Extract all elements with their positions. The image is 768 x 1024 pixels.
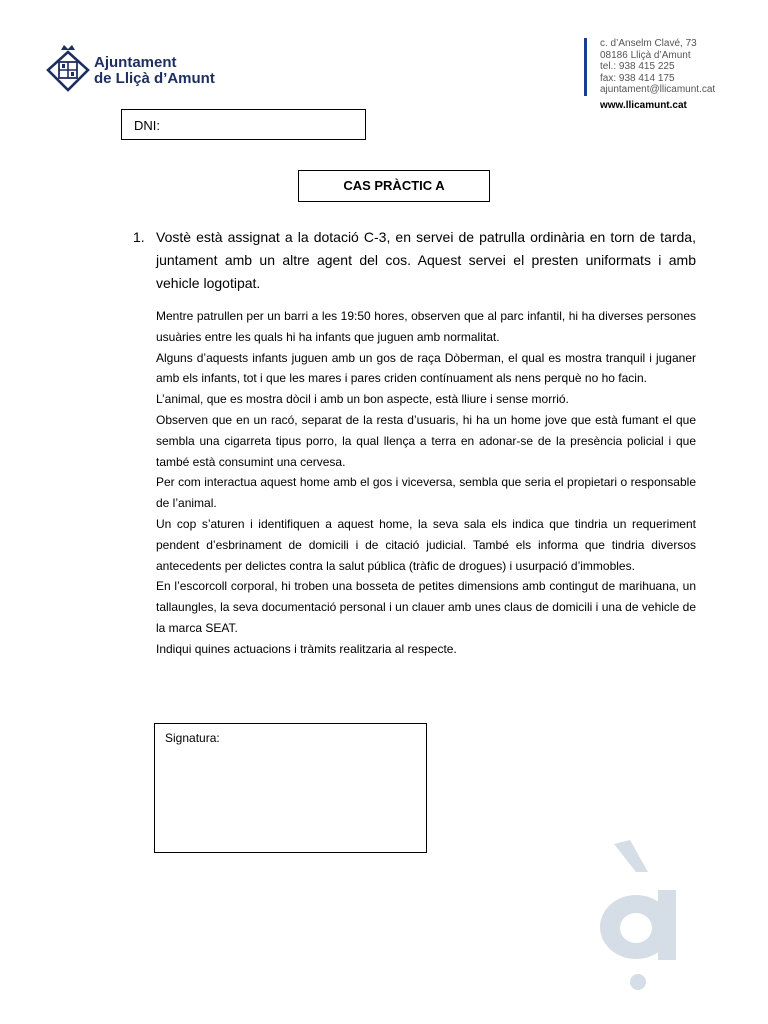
dni-label: DNI: (134, 118, 160, 133)
case-paragraph: Observen que en un racó, separat de la resta d’usuaris, hi ha un home jove que està fumant el que sembla una cigarreta tipus porro, la qual llença a terra en adonar-se de la presència policial i que també està consumint una cervesa. (156, 412, 696, 469)
question-number: 1. (133, 229, 145, 245)
a-grave-watermark-icon (586, 832, 698, 992)
page-title: CAS PRÀCTIC A (298, 170, 490, 202)
contact-email: ajuntament@llicamunt.cat (600, 84, 716, 95)
coat-of-arms-icon (46, 42, 90, 94)
contact-fax: fax: 938 414 175 (600, 72, 675, 84)
contact-divider (584, 38, 587, 96)
contact-address: c. d’Anselm Clavé, 73 (600, 38, 697, 49)
case-paragraph: L’animal, que es mostra dòcil i amb un bon aspecte, està lliure i sense morrió. (156, 392, 569, 407)
case-paragraph: Indiqui quines actuacions i tràmits realitzaria al respecte. (156, 641, 457, 656)
case-paragraph: Mentre patrullen per un barri a les 19:50 hores, observen que al parc infantil, hi ha diverses persones usuàries entre les quals hi ha infants que juguen amb normalitat. (156, 309, 696, 344)
signature-label: Signatura: (165, 731, 220, 745)
case-paragraph: Per com interactua aquest home amb el gos i viceversa, sembla que seria el propietari o responsable de l’animal. (156, 475, 696, 511)
logo-line-2: de Lliçà d’Amunt (94, 70, 215, 87)
case-paragraph: Alguns d’aquests infants juguen amb un gos de raça Dòberman, el qual es mostra tranquil i juganer amb els infants, tot i que les mares i pares criden contínuament als nens perquè no ho facin. (156, 350, 696, 386)
contact-city: 08186 Lliçà d’Amunt (600, 49, 691, 61)
question-text: Vostè està assignat a la dotació C-3, en servei de patrulla ordinària en torn de tarda, juntament amb un altre agent del cos. Aquest servei el presten uniformats i amb vehicle logotipat. (156, 229, 696, 291)
contact-web: www.llicamunt.cat (600, 99, 687, 111)
signature-box[interactable] (154, 723, 427, 853)
ajuntament-logo (46, 42, 226, 94)
case-paragraph: Un cop s’aturen i identifiquen a aquest home, la seva sala els indica que tindria un requeriment pendent d’esbrinament de domicili i de citació judicial. També els informa que tindria diversos antecedents per delictes contra la salut pública (tràfic de drogues) i usurpació d’immobles. (156, 516, 696, 573)
contact-block (600, 38, 715, 111)
dni-field[interactable] (121, 109, 366, 140)
case-paragraph: En l’escorcoll corporal, hi troben una bosseta de petites dimensions amb contingut de marihuana, un tallaungles, la seva documentació personal i un clauer amb unes claus de domicili i una de vehicle de la marca SEAT. (156, 579, 696, 635)
case-body (156, 306, 696, 660)
logo-line-1: Ajuntament (94, 54, 177, 71)
contact-tel: tel.: 938 415 225 (600, 61, 675, 72)
